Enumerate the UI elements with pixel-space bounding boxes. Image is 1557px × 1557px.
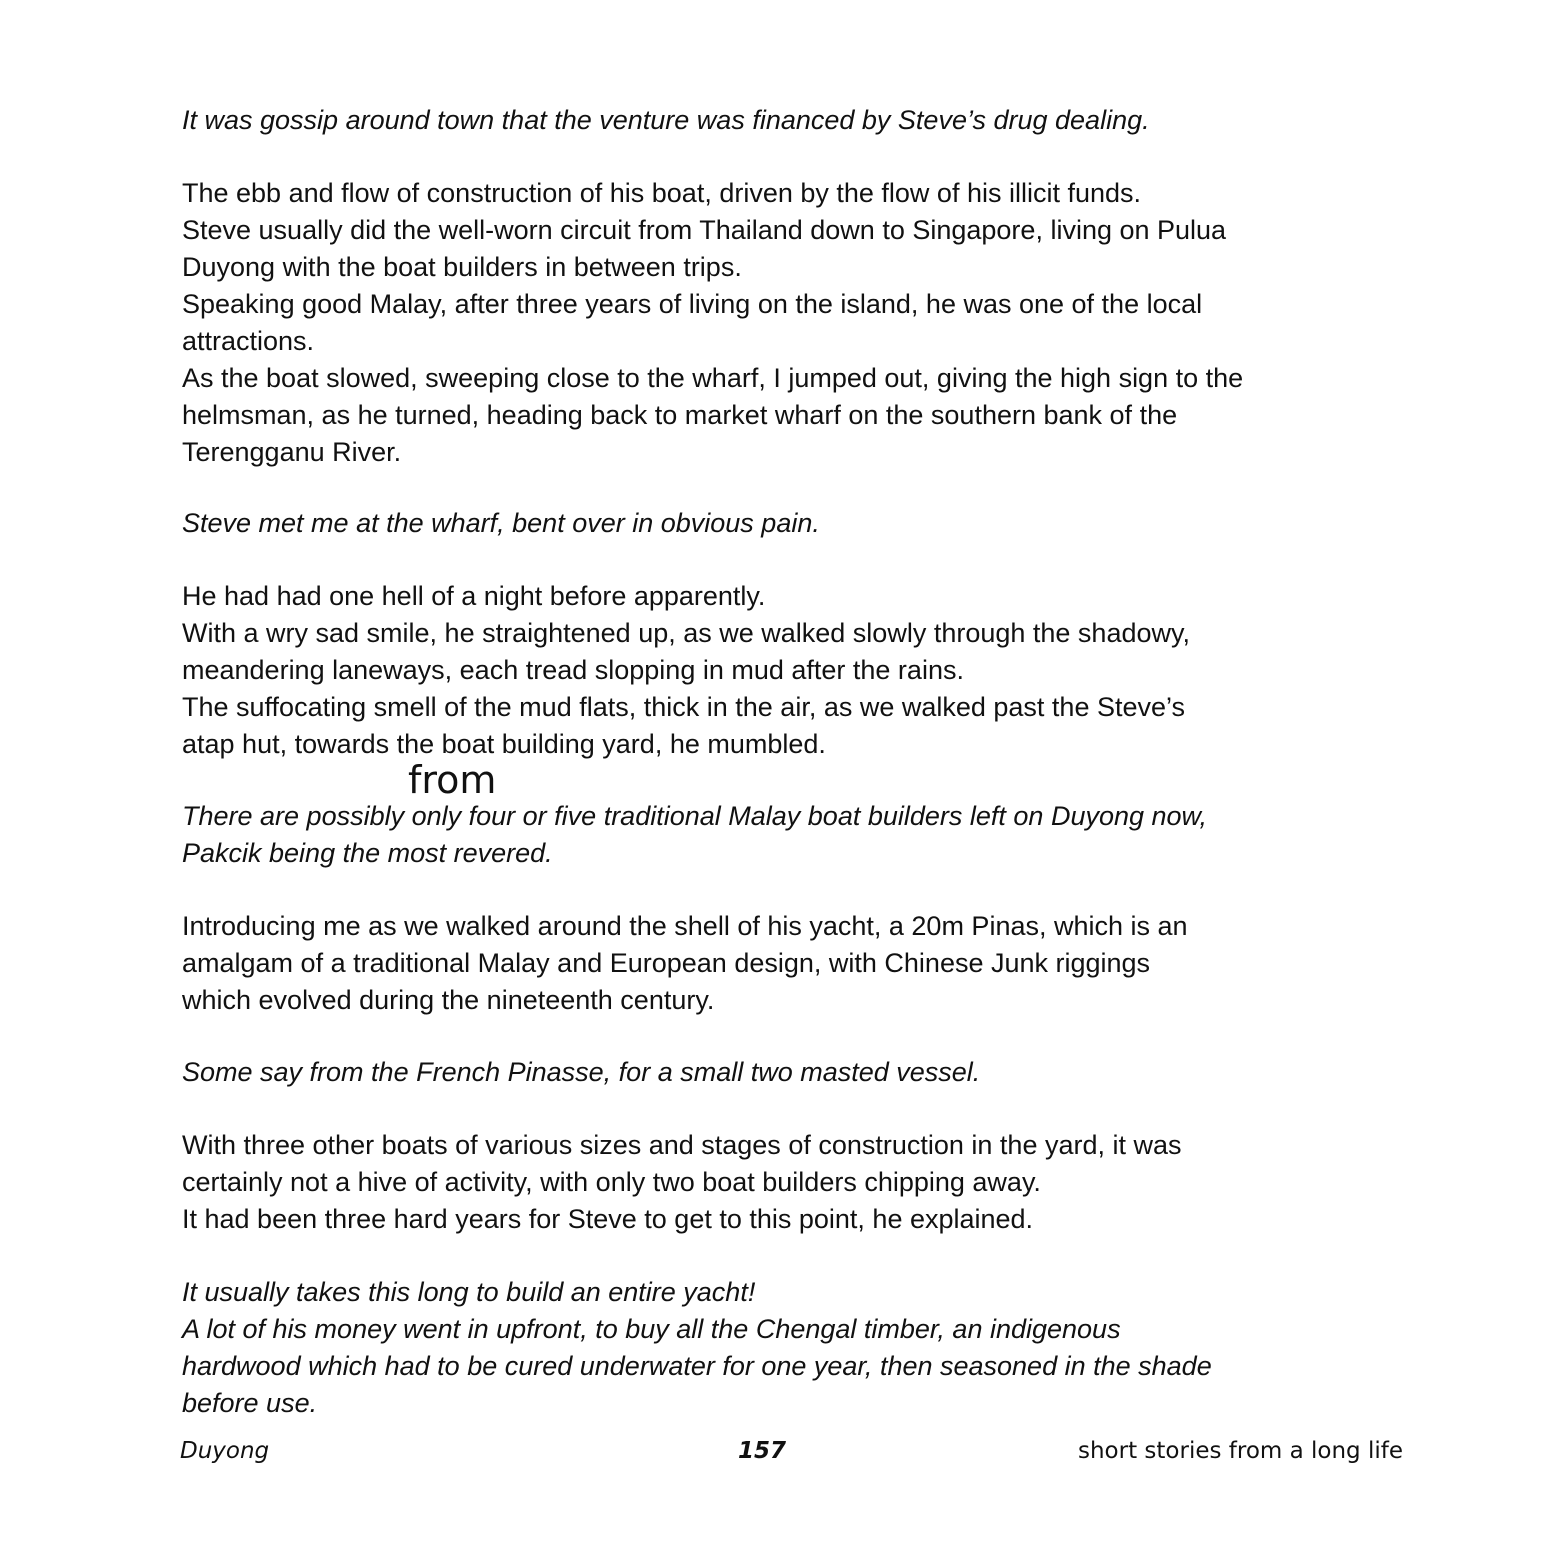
- paragraph-6: [182, 908, 1412, 1019]
- text-line: which evolved during the nineteenth century.: [182, 985, 715, 1015]
- text-line: There are possibly only four or five traditional Malay boat builders left on Duyong now,: [182, 801, 1208, 831]
- text-line: attractions.: [182, 326, 315, 356]
- text-line: atap hut, towards the boat building yard, he mumbled.: [182, 729, 826, 759]
- text-line: With three other boats of various sizes and stages of construction in the yard, it was: [182, 1130, 1182, 1160]
- text-line: helmsman, as he turned, heading back to market wharf on the southern bank of the: [182, 400, 1178, 430]
- text-line: It had been three hard years for Steve to get to this point, he explained.: [182, 1204, 1034, 1234]
- text-line: Speaking good Malay, after three years of living on the island, he was one of the local: [182, 289, 1203, 319]
- paragraph-5: [182, 798, 1412, 872]
- text-line: Some say from the French Pinasse, for a small two masted vessel.: [182, 1057, 981, 1087]
- text-line: The ebb and flow of construction of his boat, driven by the flow of his illicit funds.: [182, 178, 1142, 208]
- paragraph-2: [182, 175, 1412, 471]
- paragraph-7: [182, 1054, 1412, 1091]
- paragraph-4: [182, 578, 1412, 763]
- text-line: Steve usually did the well-worn circuit from Thailand down to Singapore, living on Pulua: [182, 215, 1227, 245]
- text-line: Pakcik being the most revered.: [182, 838, 553, 868]
- text-line: A lot of his money went in upfront, to buy all the Chengal timber, an indigenous: [182, 1314, 1121, 1344]
- paragraph-1: [182, 102, 1412, 139]
- text-line: It usually takes this long to build an entire yacht!: [182, 1277, 756, 1307]
- text-line: It was gossip around town that the venture was financed by Steve’s drug dealing.: [182, 105, 1150, 135]
- text-line: Duyong with the boat builders in between trips.: [182, 252, 742, 282]
- text-line: He had had one hell of a night before apparently.: [182, 581, 766, 611]
- text-line: As the boat slowed, sweeping close to the wharf, I jumped out, giving the high sign to the: [182, 363, 1244, 393]
- text-line: hardwood which had to be cured underwater for one year, then seasoned in the shade: [182, 1351, 1212, 1381]
- text-line: Terengganu River.: [182, 437, 402, 467]
- paragraph-8: [182, 1127, 1412, 1238]
- page-number: 157: [738, 1438, 787, 1464]
- text-line: before use.: [182, 1388, 318, 1418]
- text-line: Introducing me as we walked around the shell of his yacht, a 20m Pinas, which is an: [182, 911, 1188, 941]
- paragraph-9: [182, 1274, 1412, 1422]
- text-line: amalgam of a traditional Malay and European design, with Chinese Junk riggings: [182, 948, 1151, 978]
- inserted-word: from: [408, 758, 497, 802]
- text-line: The suffocating smell of the mud flats, thick in the air, as we walked past the Steve’s: [182, 692, 1186, 722]
- text-line: Steve met me at the wharf, bent over in obvious pain.: [182, 508, 820, 538]
- text-line: With a wry sad smile, he straightened up, as we walked slowly through the shadowy,: [182, 618, 1190, 648]
- footer-book-title: short stories from a long life: [1078, 1438, 1403, 1464]
- text-line: certainly not a hive of activity, with only two boat builders chipping away.: [182, 1167, 1041, 1197]
- paragraph-3: [182, 505, 1412, 542]
- footer-story-title: Duyong: [180, 1438, 270, 1464]
- text-line: meandering laneways, each tread slopping in mud after the rains.: [182, 655, 964, 685]
